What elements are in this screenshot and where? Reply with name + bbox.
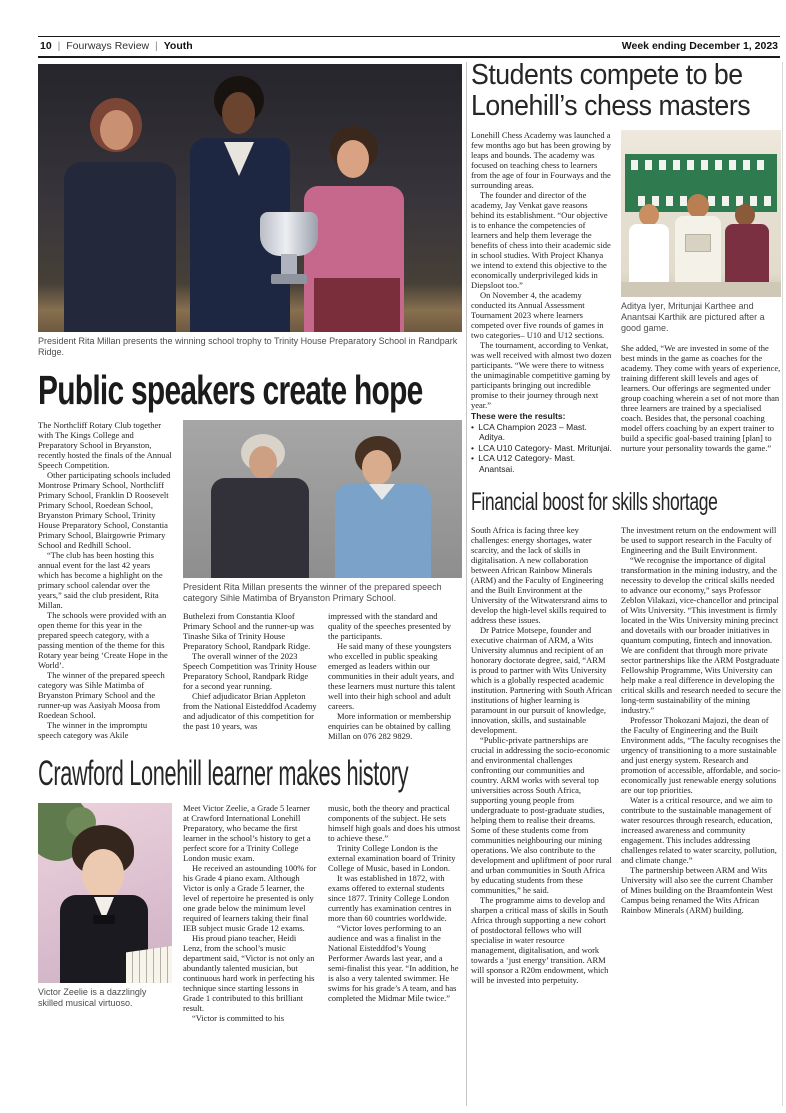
result-item: • LCA U10 Category- Mast. Mritunjai.: [471, 443, 612, 454]
masthead: [38, 36, 780, 58]
paragraph: Professor Thokozani Majozi, the dean of the Faculty of Engineering and the Built Environment adds, “The faculty recognises the urgency of transitioning to a more sustainable and just energy system. Research and promotion of accessible, affordable, and socio-economically just renewable energy solutions are our top priorities.: [621, 715, 781, 795]
right-section: [471, 60, 781, 985]
paragraph: “We recognise the importance of digital transformation in the mining industry, and the necessity to develop the critical skills needed to advance our economy,” says Professor Zeblon Vilakazi, vice-chancellor and principal of Wits University. “This investment is firmly located in the Wits University mining precinct and dovetails with our broader initiatives in quantum computing, fintech and innovation. We are confident that through more private sector partnerships like the ARM Postgraduate Fellowship Programme, Wits University can help make a real difference in developing the critical skills and research needed to secure the long-term sustainability of the mining industry.”: [621, 555, 781, 715]
paragraph: He said many of these youngsters who excelled in public speaking emerged as leaders within our communities in their adult years, and these learners must nurture this talent well into their high school and adult careers.: [328, 641, 456, 711]
photo-trophy-presentation: [38, 64, 462, 332]
photo-shape: [337, 140, 369, 178]
article-column: [621, 525, 781, 985]
paragraph: It was established in 1872, with exams offered to external students since 1877. Trinity College London currently has examination centres in more than 60 countries worldwide.: [328, 873, 452, 923]
chess-right-column: [621, 130, 781, 474]
photo-shape: [249, 446, 277, 479]
article-column: [328, 611, 462, 741]
article-column: [38, 420, 172, 741]
paragraph: The winner of the prepared speech category was Sihle Matimba of Bryanston Primary School and the runner-up was Aasiyah Moosa from Roedean School.: [38, 670, 165, 720]
paragraph: “The club has been hosting this annual event for the last 42 years which has become a highlight on the primary school calendar over the years,” said the club president, Rita Millan.: [38, 550, 163, 610]
financial-article-body: [471, 525, 781, 985]
photo-shape: [211, 478, 309, 578]
paragraph: The tournament, according to Venkat, was well received with almost two dozen participants. “We were there to witness the unimaginable competitive gaming by participants bringing out incredible promise to their journey through next year.”: [471, 340, 612, 410]
chess-left-column: [471, 130, 612, 474]
paragraph: Other participating schools included Montrose Primary School, Northcliff Primary School, Franklin D Roosevelt Primary School, Roedean School, Bryanston Primary School, Trinity House Preparatory School, Constantia Primary School, Blairgowrie Primary School and Redhill School.: [38, 470, 171, 550]
paragraph: “Victor loves performing to an audience and was a finalist in the National Eisteddfod’s Young Performer Awards last year, and a semi-finalist this year. “In addition, he is also a very talented swimmer. He swims for his grade’s A team, and has completed the Midmar Mile twice.”: [328, 923, 459, 1003]
paragraph: Water is a critical resource, and we aim to contribute to the sustainable management of water resources through research, education, increased awareness and community engagement. This includes addressing challenges related to water scarcity, pollution, and climate change.”: [621, 795, 777, 865]
crawford-photo-block: [38, 803, 172, 1023]
paragraph: Dr Patrice Motsepe, founder and executive chairman of ARM, a Wits University alumnus and recipient of an honorary doctorate degree, said, “ARM is proud to partner with Wits University which is a globally respected academic institution. Partnering with South African institutions of higher learning is paramount in our pursuit of knowledge, innovation, skills, and sustainable development.: [471, 625, 612, 735]
photo-victor-piano: [38, 803, 172, 983]
photo-speech-winner: [183, 420, 462, 578]
photo-shape: [639, 204, 659, 226]
photo-shape: [82, 849, 124, 899]
article-column: [183, 611, 317, 741]
column-divider: [466, 62, 467, 1106]
paragraph: The winner in the impromptu speech category was Akile: [38, 720, 148, 740]
left-section: [38, 64, 462, 1023]
page-edge-rule: [782, 62, 783, 1106]
photo-shape: [621, 282, 781, 297]
checker-strip: [631, 160, 771, 170]
photo-caption: Aditya Iyer, Mritunjai Karthee and Anantsai Karthik are pictured after a good game.: [621, 301, 765, 333]
chess-article-body: [471, 130, 781, 474]
photo-chess-kids: [621, 130, 781, 297]
speech-article-body: [38, 420, 462, 741]
photo-shape: [735, 204, 755, 226]
paragraph: More information or membership enquiries can be obtained by calling Millan on 076 282 9829.: [328, 711, 452, 741]
paragraph: Chief adjudicator Brian Appleton from the National Eisteddfod Academy and adjudicator of this competition for the past 10 years, was: [183, 691, 317, 731]
paragraph: Buthelezi from Constantia Kloof Primary School and the runner-up was Tinashe Sika of Trinity House Preparatory School, Randpark Ridge.: [183, 611, 314, 651]
publication-name: Fourways Review: [66, 40, 150, 52]
paragraph: He received an astounding 100% for his Grade 4 piano exam. Although Victor is only a Grade 5 learner, the level of repertoire he presented is only one grade below the minimum level required of learners taking their final IEB subject music Grade 12 exams.: [183, 863, 317, 933]
photo-caption: Victor Zeelie is a dazzlingly skilled musical virtuoso.: [38, 987, 147, 1008]
headline-public-speakers: Public speakers create hope: [38, 367, 423, 413]
paragraph: South Africa is facing three key challenges: energy shortages, water scarcity, and the lack of skills in digitalisation. A new collaboration between African Rainbow Minerals (ARM) and the Faculty of Engineering and the Built Environment at the University of the Witwatersrand aims to develop the high-level skills required to address these issues.: [471, 525, 608, 625]
paragraph: The partnership between ARM and Wits University will also see the current Chamber of Mines building on the Braamfontein West Campus being renamed the Wits African Rainbow Minerals (ARM) building.: [621, 865, 774, 915]
paragraph: The overall winner of the 2023 Speech Competition was Trinity House Preparatory School, Randpark Ridge for a second year running.: [183, 651, 317, 691]
paragraph: His proud piano teacher, Heidi Lenz, from the school’s music department said, “Victor is not only an abundantly talented musician, but continuous hard work in perfecting his technique since starting lessons in Grade 1 contributed to this brilliant result.: [183, 933, 315, 1013]
article-column: [471, 130, 612, 410]
photo-shape: [687, 194, 709, 218]
result-item: • LCA Champion 2023 – Mast. Aditya.: [471, 422, 612, 443]
article-column: [183, 803, 317, 1023]
trophy-cup: [260, 212, 318, 256]
paragraph: The founder and director of the academy, Jay Venkat gave reasons behind its establishment. “Our objective is to enhance the competencies of learners and help them leverage the benefits of chess into their academic side in school studies. With Project Khanya we intend to extend this objective to the economically underprivileged kids in Diepsloot too.”: [471, 190, 611, 290]
crawford-article-body: [38, 803, 462, 1023]
results-items: [471, 422, 612, 475]
certificate: [685, 234, 711, 252]
results-heading: These were the results:: [471, 411, 566, 421]
photo-shape: [362, 450, 392, 485]
result-item: • LCA U12 Category- Mast. Anantsai.: [471, 453, 612, 474]
article-column: [328, 803, 462, 1023]
headline-financial: Financial boost for skills shortage: [471, 488, 718, 516]
photo-shape: [222, 92, 255, 134]
photo-shape: [314, 278, 400, 332]
paragraph: The investment return on the endowment will be used to support research in the Faculty of Engineering and the Built Environment.: [621, 525, 777, 555]
paragraph: On November 4, the academy conducted its Annual Assessment Tournament 2023 where learners competed over five rounds of games in two categories– U10 and U12 sections.: [471, 290, 605, 340]
trophy-base: [271, 274, 307, 284]
photo-caption: President Rita Millan presents the winning school trophy to Trinity House Preparatory School in Randpark Ridge.: [38, 336, 458, 357]
piano-keys: [126, 946, 172, 983]
page-number: 10: [40, 40, 52, 52]
paragraph: impressed with the standard and quality of the speeches presented by the participants.: [328, 611, 451, 641]
paragraph: Trinity College London is the external examination board of Trinity College of Music, based in London.: [328, 843, 456, 873]
paragraph: She added, “We are invested in some of the best minds in the game as coaches for the academy. They come with years of experience, training different skill levels and ages of learners. Our offerings are segmented under group coaching wherein a set of not more than three learners are trained by a specialised coach. Besides that, the personal coaching model offers coaching by an expert trainer to build a specific goal-based training [plan] to nurture your personality towards the game.”: [621, 343, 781, 453]
bow-tie: [93, 915, 115, 924]
photo-shape: [64, 162, 176, 332]
paragraph: “Public-private partnerships are crucial in addressing the socio-economic and environmental challenges confronting our communities and country. ARM works with several top universities across South Africa, supporting young people from undergraduate to post-graduate studies, helping them to realise their dreams. Some of these students come from communities neighbouring our mining operations. We also contribute to the development and upliftment of poor rural and urban communities in South Africa by educating students from these communities,” he said.: [471, 735, 612, 895]
date-line: Week ending December 1, 2023: [621, 40, 778, 52]
paragraph: The programme aims to develop and sharpen a critical mass of skills in South Africa through supporting a new cohort of postdoctoral fellows who will specialise in water resource management, digitalisation, and work towards a ‘just energy’ transition. ARM will sponsor a R20m endowment, which will be invested into perpetuity.: [471, 895, 609, 985]
masthead-left: [40, 40, 193, 52]
trophy-stem: [281, 254, 297, 276]
results-list: [471, 411, 612, 474]
paragraph: music, both the theory and practical components of the subject. He sets himself high goals and does his utmost to achieve these.”: [328, 803, 461, 843]
headline-chess: Students compete to be Lonehill’s chess masters: [471, 59, 751, 122]
speech-photo-block: [183, 420, 462, 741]
article-column: [471, 525, 612, 985]
photo-caption: President Rita Millan presents the winner of the prepared speech category Sihle Matimba of Bryanston Primary School.: [183, 582, 442, 603]
paragraph: Meet Victor Zeelie, a Grade 5 learner at Crawford International Lonehill Preparatory, who became the first learner in the school’s history to get a perfect score for a Trinity College London music exam.: [183, 803, 311, 863]
speech-article-continued: [183, 611, 462, 741]
paragraph: The Northcliff Rotary Club together with The Kings College and Preparatory School in Bryanston, recently hosted the finals of the Annual Speech Competition.: [38, 420, 172, 470]
paragraph: Lonehill Chess Academy was launched a few months ago but has been growing by leaps and bounds. The academy was focused on teaching chess to learners from the age of four in Fourways and the surrounding areas.: [471, 130, 611, 190]
paragraph: The schools were provided with an open theme for this year in the prepared speech category, with a passing mention of the theme for this Rotary year being ‘Create Hope in the World’.: [38, 610, 168, 670]
headline-crawford: Crawford Lonehill learner makes history: [38, 754, 409, 793]
section-name: Youth: [163, 40, 193, 52]
article-column: [621, 343, 781, 453]
paragraph: “Victor is committed to his: [192, 1013, 285, 1023]
separator: |: [155, 40, 158, 52]
separator: |: [57, 40, 61, 52]
photo-shape: [100, 110, 133, 150]
